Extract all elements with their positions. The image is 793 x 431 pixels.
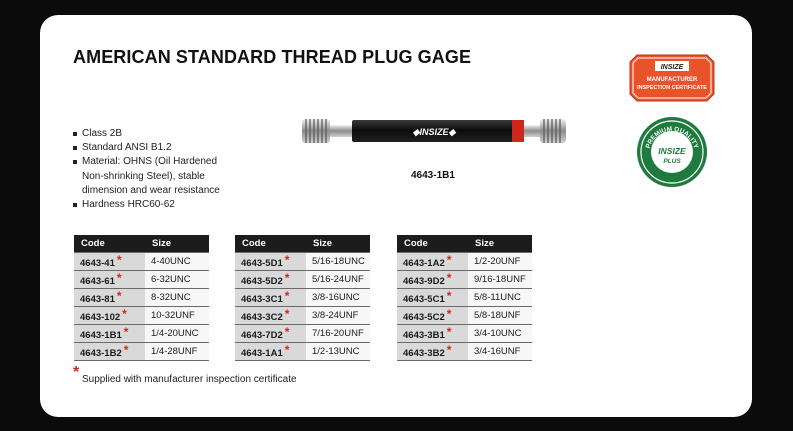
footnote-star: * <box>73 364 80 381</box>
code-cell <box>235 307 306 325</box>
premium-brand-logo: INSIZE <box>658 146 686 156</box>
code-cell <box>74 307 145 325</box>
feature-item-continued: Non-shrinking Steel), stable <box>82 170 205 182</box>
product-code: 4643-5D2 <box>241 275 283 287</box>
footnote <box>73 364 297 387</box>
size-cell: 5/16-24UNF <box>306 271 370 289</box>
size-cell: 1/4-28UNF <box>145 343 209 361</box>
product-code: 4643-1A2 <box>403 257 445 269</box>
size-column-header: Size <box>145 235 209 253</box>
table-row <box>74 325 209 343</box>
table-row <box>235 325 370 343</box>
certificate-star: * <box>284 252 290 267</box>
product-code: 4643-7D2 <box>241 329 283 341</box>
size-cell: 5/8-18UNF <box>468 307 532 325</box>
code-cell <box>74 289 145 307</box>
certificate-star: * <box>446 324 452 339</box>
product-code: 4643-81 <box>80 293 115 305</box>
certificate-star: * <box>123 342 129 357</box>
certificate-star: * <box>284 306 290 321</box>
cert-line-2: INSPECTION CERTIFICATE <box>637 85 707 91</box>
product-code: 4643-61 <box>80 275 115 287</box>
handle-brand-logo: ◆INSIZE◆ <box>412 127 456 137</box>
certificate-star: * <box>116 288 122 303</box>
code-cell <box>74 325 145 343</box>
code-cell <box>235 253 306 271</box>
size-cell: 5/8-11UNC <box>468 289 532 307</box>
code-cell <box>235 343 306 361</box>
table-row <box>74 271 209 289</box>
size-cell: 1/2-13UNC <box>306 343 370 361</box>
product-code: 4643-1B2 <box>80 347 122 359</box>
size-cell: 7/16-20UNF <box>306 325 370 343</box>
table-row <box>235 289 370 307</box>
feature-item: Class 2B <box>73 127 273 141</box>
feature-list <box>73 127 273 212</box>
code-column-header: Code <box>235 235 306 253</box>
table-row <box>74 253 209 271</box>
table-header-row <box>74 235 209 253</box>
right-thread <box>524 119 566 143</box>
premium-quality-badge <box>636 116 708 188</box>
certificate-star: * <box>284 324 290 339</box>
product-code: 4643-5C2 <box>403 311 445 323</box>
table-row <box>235 271 370 289</box>
feature-item: Material: OHNS (Oil Hardened <box>73 155 273 169</box>
thread-plug-gage-image <box>298 113 570 149</box>
size-cell: 3/4-10UNC <box>468 325 532 343</box>
code-cell <box>74 271 145 289</box>
product-code: 4643-3B1 <box>403 329 445 341</box>
table-row <box>235 307 370 325</box>
product-code: 4643-3B2 <box>403 347 445 359</box>
size-cell: 6-32UNC <box>145 271 209 289</box>
table-row <box>74 289 209 307</box>
product-code: 4643-9D2 <box>403 275 445 287</box>
size-cell: 8-32UNC <box>145 289 209 307</box>
size-cell: 1/4-20UNC <box>145 325 209 343</box>
table-row <box>397 307 532 325</box>
size-cell: 4-40UNC <box>145 253 209 271</box>
certificate-star: * <box>284 270 290 285</box>
size-table-2 <box>235 235 370 361</box>
certificate-star: * <box>123 324 129 339</box>
size-table-1 <box>74 235 209 361</box>
product-code: 4643-41 <box>80 257 115 269</box>
product-code: 4643-102 <box>80 311 121 323</box>
product-code: 4643-1B1 <box>80 329 122 341</box>
feature-item: Hardness HRC60-62 <box>73 198 273 212</box>
feature-item: Standard ANSI B1.2 <box>73 141 273 155</box>
code-cell <box>235 325 306 343</box>
feature-item-continued: dimension and wear resistance <box>82 184 220 196</box>
certificate-star: * <box>446 306 452 321</box>
inspection-certificate-badge <box>629 54 715 102</box>
size-cell: 9/16-18UNF <box>468 271 532 289</box>
size-column-header: Size <box>306 235 370 253</box>
footnote-text: Supplied with manufacturer inspection certificate <box>82 374 297 385</box>
table-row <box>397 325 532 343</box>
size-cell: 3/8-16UNC <box>306 289 370 307</box>
size-cell: 3/4-16UNF <box>468 343 532 361</box>
code-cell <box>235 271 306 289</box>
product-code: 4643-3C1 <box>241 293 283 305</box>
code-cell <box>397 343 468 361</box>
table-row <box>235 343 370 361</box>
size-cell: 3/8-24UNF <box>306 307 370 325</box>
table-row <box>74 343 209 361</box>
page-title: AMERICAN STANDARD THREAD PLUG GAGE <box>73 47 472 67</box>
table-row <box>397 271 532 289</box>
size-column-header: Size <box>468 235 532 253</box>
premium-sub-logo: PLUS <box>663 158 681 165</box>
code-cell <box>74 343 145 361</box>
product-code: 4643-3C2 <box>241 311 283 323</box>
code-cell <box>397 289 468 307</box>
product-model-label: 4643-1B1 <box>411 170 455 181</box>
certificate-star: * <box>446 270 452 285</box>
certificate-star: * <box>116 252 122 267</box>
table-row <box>397 289 532 307</box>
code-column-header: Code <box>74 235 145 253</box>
code-cell <box>397 253 468 271</box>
left-thread <box>302 119 352 143</box>
code-column-header: Code <box>397 235 468 253</box>
product-code: 4643-5C1 <box>403 293 445 305</box>
premium-quality-text: PREMIUM QUALITY <box>644 125 700 150</box>
table-row <box>397 253 532 271</box>
nogo-red-band <box>512 120 524 142</box>
size-cell: 10-32UNF <box>145 307 209 325</box>
certificate-star: * <box>284 288 290 303</box>
certificate-star: * <box>122 306 127 321</box>
code-cell <box>397 307 468 325</box>
table-header-row <box>235 235 370 253</box>
certificate-star: * <box>446 288 452 303</box>
table-header-row <box>397 235 532 253</box>
code-cell <box>397 271 468 289</box>
cert-brand-logo: INSIZE <box>660 64 684 71</box>
certificate-star: * <box>116 270 122 285</box>
table-row <box>397 343 532 361</box>
certificate-star: * <box>446 342 452 357</box>
size-table-3 <box>397 235 532 361</box>
product-code: 4643-5D1 <box>241 257 283 269</box>
product-code: 4643-1A1 <box>241 347 283 359</box>
code-cell <box>235 289 306 307</box>
code-cell <box>74 253 145 271</box>
code-cell <box>397 325 468 343</box>
certificate-star: * <box>284 342 290 357</box>
certificate-star: * <box>446 252 452 267</box>
size-cell: 1/2-20UNF <box>468 253 532 271</box>
table-row <box>235 253 370 271</box>
cert-line-1: MANUFACTURER <box>646 77 698 83</box>
table-row <box>74 307 209 325</box>
size-cell: 5/16-18UNC <box>306 253 370 271</box>
